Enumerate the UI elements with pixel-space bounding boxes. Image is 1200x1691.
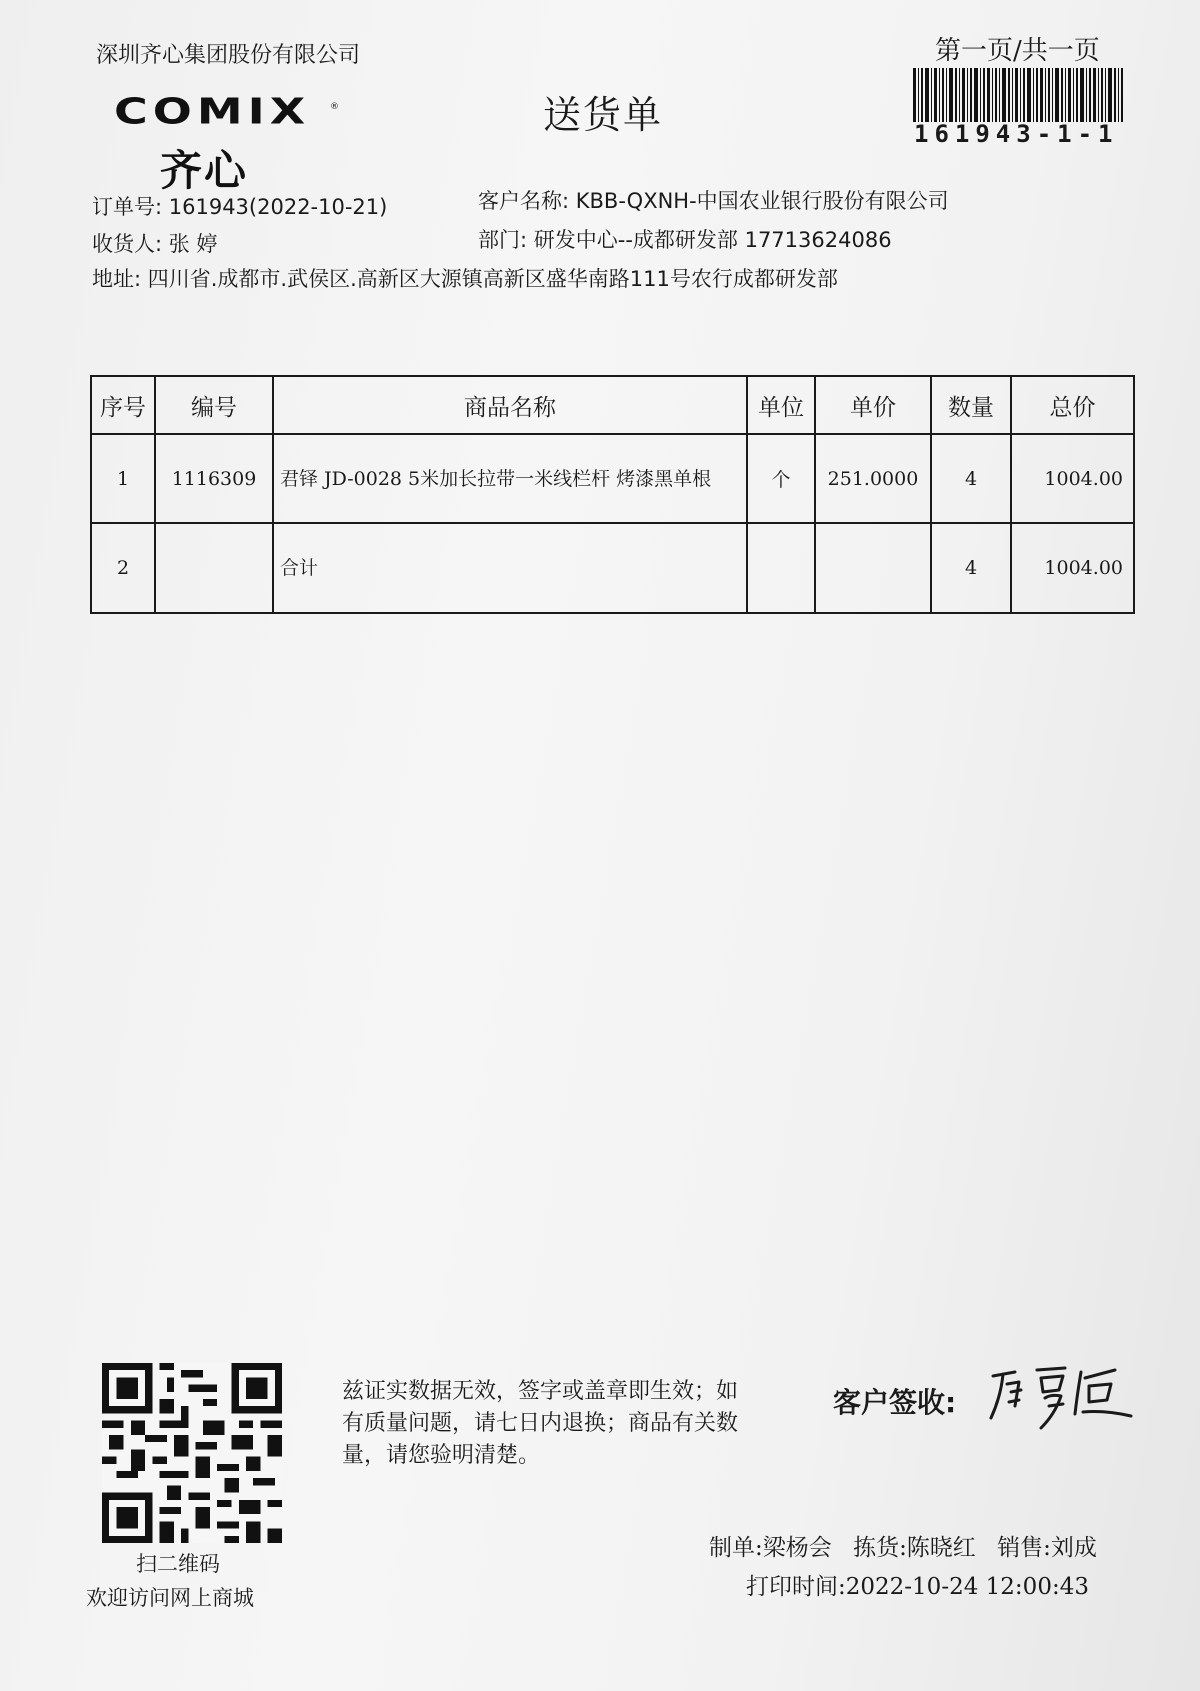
header-qty: 数量 xyxy=(931,376,1011,434)
registered-mark: ® xyxy=(330,102,339,112)
order-number: 订单号: 161943(2022-10-21) xyxy=(92,195,388,219)
cell-code: 1116309 xyxy=(155,434,273,523)
logo-chinese-name: 齐心 xyxy=(160,146,249,195)
table-row-total xyxy=(91,523,1134,613)
cell-qty: 4 xyxy=(931,523,1011,613)
table-header-row xyxy=(91,376,1134,434)
comix-logo: COMIX xyxy=(114,90,311,133)
delivery-address: 地址: 四川省.成都市.武侯区.高新区大源镇高新区盛华南路111号农行成都研发部 xyxy=(92,267,838,291)
cell-total: 1004.00 xyxy=(1011,434,1134,523)
maker: 制单:梁杨会 xyxy=(709,1535,832,1561)
cell-unit: 个 xyxy=(747,434,815,523)
picker: 拣货:陈晓红 xyxy=(853,1535,976,1561)
cell-price: 251.0000 xyxy=(815,434,931,523)
header-total: 总价 xyxy=(1011,376,1134,434)
print-time: 打印时间:2022-10-24 12:00:43 xyxy=(746,1574,1089,1600)
customer-sign-label: 客户签收: xyxy=(833,1386,957,1419)
header-seq: 序号 xyxy=(91,376,155,434)
barcode-icon xyxy=(913,68,1123,122)
header-code: 编号 xyxy=(155,376,273,434)
header-name: 商品名称 xyxy=(273,376,747,434)
qr-caption: 扫二维码 xyxy=(136,1552,220,1576)
header-price: 单价 xyxy=(815,376,931,434)
cell-name: 君铎 JD-0028 5米加长拉带一米线栏杆 烤漆黑单根 xyxy=(273,434,747,523)
cell-seq: 2 xyxy=(91,523,155,613)
notice-text: 兹证实数据无效，签字或盖章即生效；如有质量问题，请七日内退换；商品有关数量，请您验明清楚。 xyxy=(342,1379,739,1468)
cell-unit xyxy=(747,523,815,613)
table-row xyxy=(91,434,1134,523)
cell-qty: 4 xyxy=(931,434,1011,523)
customer-name: 客户名称: KBB-QXNH-中国农业银行股份有限公司 xyxy=(478,189,949,213)
department: 部门: 研发中心--成都研发部 17713624086 xyxy=(478,228,892,252)
cell-name: 合计 xyxy=(273,523,747,613)
barcode-number: 161943-1-1 xyxy=(914,120,1119,148)
staff-line xyxy=(709,1529,1111,1562)
company-name: 深圳齐心集团股份有限公司 xyxy=(96,43,361,68)
page-indicator: 第一页/共一页 xyxy=(935,36,1100,66)
qr-caption-shop: 欢迎访问网上商城 xyxy=(86,1586,254,1610)
document-title: 送货单 xyxy=(543,93,664,137)
cell-price xyxy=(815,523,931,613)
cell-seq: 1 xyxy=(91,434,155,523)
handwritten-signature-icon xyxy=(985,1356,1135,1436)
qr-code-icon xyxy=(102,1363,282,1543)
cell-total: 1004.00 xyxy=(1011,523,1134,613)
receiver: 收货人: 张 婷 xyxy=(92,232,218,256)
header-unit: 单位 xyxy=(747,376,815,434)
items-table xyxy=(90,375,1135,614)
cell-code xyxy=(155,523,273,613)
sales: 销售:刘成 xyxy=(997,1535,1097,1561)
